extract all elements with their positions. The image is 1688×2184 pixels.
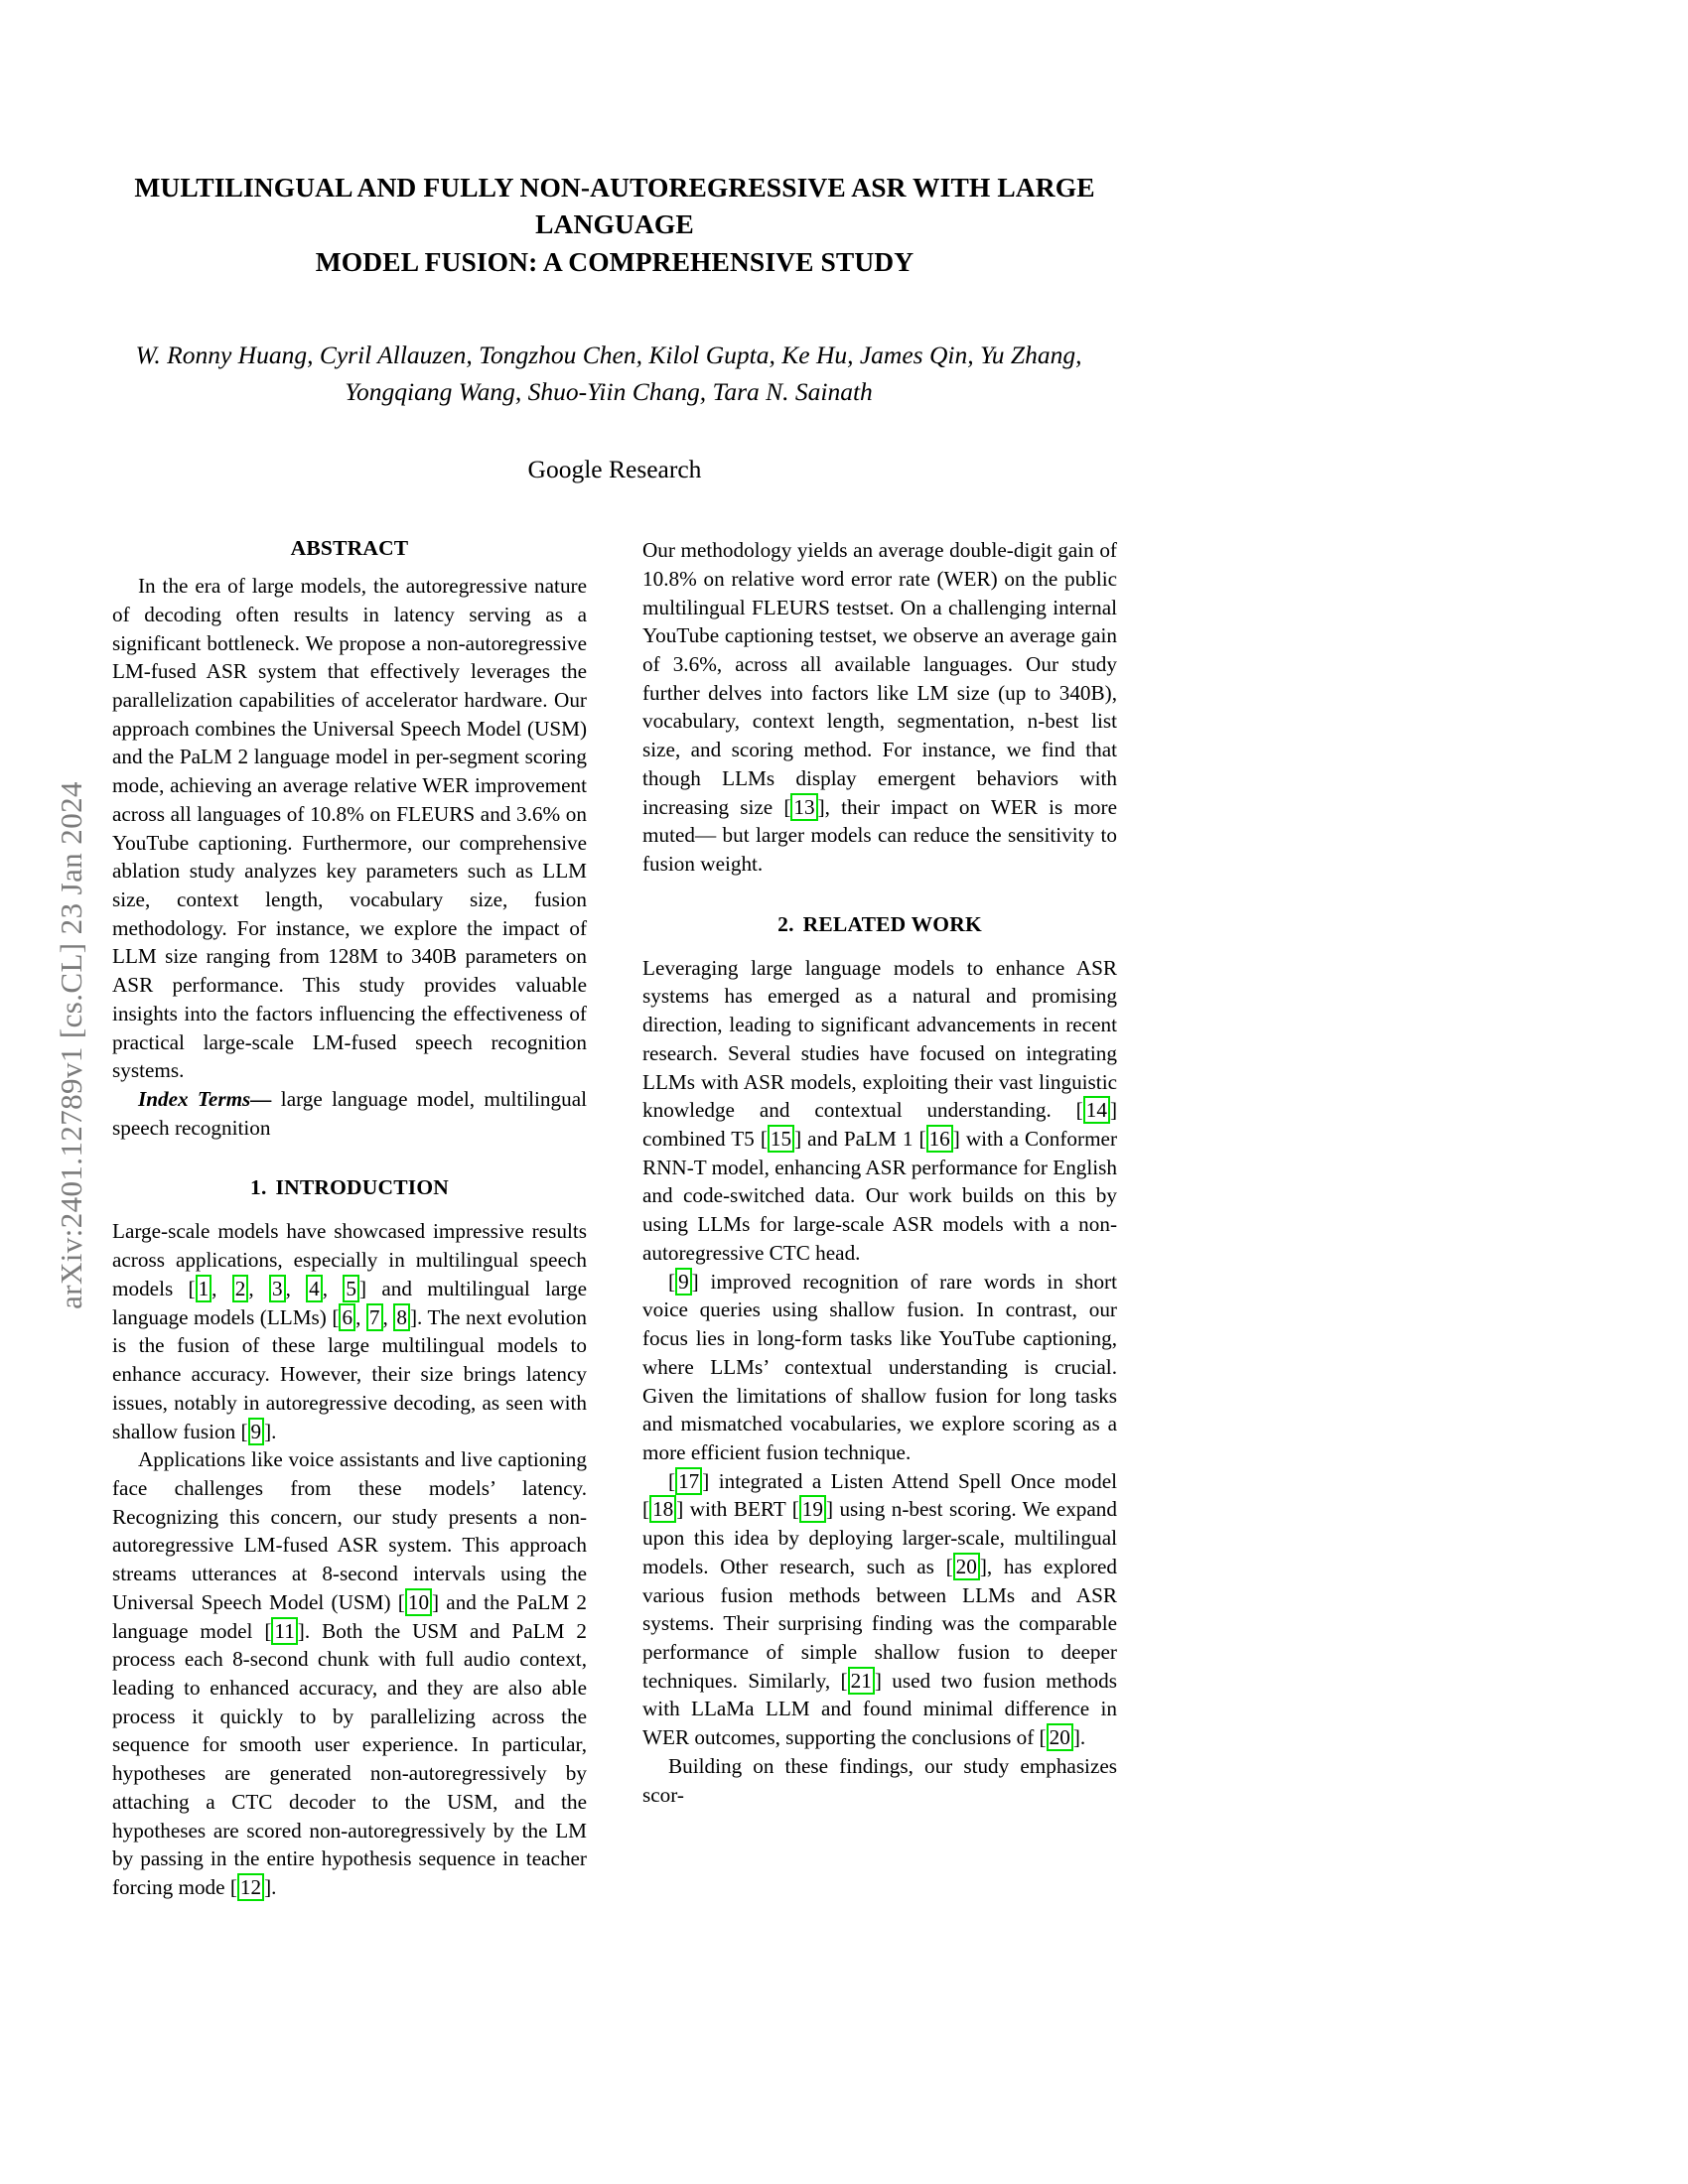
citation-link[interactable]: 7 <box>366 1303 383 1331</box>
text-run: ] with BERT [ <box>676 1497 799 1522</box>
citation-link[interactable]: 9 <box>248 1418 265 1445</box>
title-line-2: MODEL FUSION: A COMPREHENSIVE STUDY <box>315 245 914 277</box>
section-number: 2. <box>777 911 794 936</box>
text-run: , <box>285 1276 307 1300</box>
text-run: [ <box>668 1468 676 1493</box>
two-column-body <box>112 536 1117 1902</box>
abstract-heading: ABSTRACT <box>290 536 409 561</box>
intro-paragraph-1 <box>112 1217 587 1445</box>
citation-link[interactable]: 11 <box>271 1617 297 1645</box>
citation-link[interactable]: 6 <box>339 1303 355 1331</box>
section-heading-related-work <box>642 912 1117 937</box>
section-title: INTRODUCTION <box>275 1175 449 1200</box>
related-work-paragraph-4: Building on these findings, our study emphasizes scor- <box>642 1753 1117 1807</box>
text-run: Large-scale models have showcased impressive results across applications, especially in multilingual speech models [ <box>112 1219 587 1300</box>
citation-link[interactable]: 17 <box>675 1467 702 1495</box>
citation-link[interactable]: 3 <box>269 1275 286 1302</box>
section-heading-introduction <box>112 1175 587 1200</box>
page-title <box>118 169 1111 280</box>
citation-link[interactable]: 8 <box>393 1303 410 1331</box>
citation-link[interactable]: 5 <box>343 1275 359 1302</box>
related-work-paragraph-2 <box>642 1268 1117 1467</box>
text-run: , <box>382 1304 394 1329</box>
text-run: , <box>248 1276 269 1300</box>
citation-link[interactable]: 18 <box>649 1495 676 1523</box>
intro-paragraph-2 <box>112 1445 587 1902</box>
text-run: , <box>355 1304 366 1329</box>
citation-link[interactable]: 19 <box>799 1495 826 1523</box>
index-terms <box>112 1085 587 1142</box>
text-run: ] integrated a Listen Attend Spell Once model [ <box>642 1468 1117 1522</box>
citation-link[interactable]: 12 <box>237 1873 264 1901</box>
citation-link[interactable]: 20 <box>1047 1723 1073 1751</box>
author-line-1: W. Ronny Huang, Cyril Allauzen, Tongzhou Chen, Kilol Gupta, Ke Hu, James Qin, Yu Zhang, <box>135 341 1082 370</box>
citation-link[interactable]: 10 <box>405 1588 432 1616</box>
citation-link[interactable]: 1 <box>196 1275 212 1302</box>
left-column <box>112 536 587 1902</box>
index-terms-label: Index Terms— <box>138 1087 272 1112</box>
text-run: ], has explored various fusion methods between LLMs and ASR systems. Their surprising finding was the comparable performance of simple shallow fusion to deeper techniques. Similarly, [ <box>642 1554 1117 1693</box>
citation-link[interactable]: 2 <box>232 1275 249 1302</box>
right-column <box>642 536 1117 1902</box>
citation-link[interactable]: 16 <box>926 1125 953 1153</box>
affiliation: Google Research <box>527 455 702 484</box>
text-run: ] and multilingual large language models (LLMs) [ <box>112 1276 588 1329</box>
abstract-body: In the era of large models, the autoregressive nature of decoding often results in latency serving as a significant bottleneck. We propose a non-autoregressive LM-fused ASR system that effectively leverages the parallelization capabilities of accelerator hardware. Our approach combines the Universal Speech Model (USM) and the PaLM 2 language model in per-segment scoring mode, achieving an average relative WER improvement across all languages of 10.8% on FLEURS and 3.6% on YouTube captioning. Furthermore, our comprehensive ablation study analyzes key parameters such as LLM size, context length, vocabulary size, fusion methodology. For instance, we explore the impact of LLM size ranging from 128M to 340B parameters on ASR performance. This study provides valuable insights into the factors influencing the effectiveness of practical large-scale LM-fused speech recognition systems. <box>112 574 587 1083</box>
citation-link[interactable]: 14 <box>1083 1096 1110 1124</box>
related-work-paragraph-3 <box>642 1467 1117 1752</box>
citation-link[interactable]: 13 <box>790 793 817 821</box>
text-run: ]. Both the USM and PaLM 2 process each 8-second chunk with full audio context, leading to enhanced accuracy, and they are also able process it quickly to by parallelizing across the sequence for smooth user experience. In particular, hypotheses are generated non-autoregressively by attaching a CTC decoder to the USM, and the hypotheses are scored non-autoregressively by the LM by passing in the entire hypothesis sequence in teacher forcing mode [ <box>112 1618 587 1900</box>
intro-paragraph-3 <box>642 536 1117 879</box>
text-run: ] with a Conformer RNN-T model, enhancing ASR performance for English and code-switched data. Our work builds on this by using LLMs for large-scale ASR models with a non-autoregressive CTC head. <box>642 1127 1118 1265</box>
author-line-2: Yongqiang Wang, Shuo-Yiin Chang, Tara N. Sainath <box>345 377 873 407</box>
arxiv-stamp: arXiv:2401.12789v1 [cs.CL] 23 Jan 2024 <box>54 781 88 1309</box>
citation-link[interactable]: 15 <box>768 1125 794 1153</box>
citation-link[interactable]: 20 <box>953 1553 980 1580</box>
text-run: ] using n-best scoring. We expand upon this idea by deploying larger-scale, multilingual models. Other research, such as [ <box>642 1497 1117 1578</box>
index-terms-value: large language model, multilingual speech recognition <box>112 1087 587 1140</box>
citation-link[interactable]: 9 <box>675 1268 692 1296</box>
text-run: Our methodology yields an average double-digit gain of 10.8% on relative word error rate (WER) on the public multilingual FLEURS testset. On a challenging internal YouTube captioning testset, we observe an average gain of 3.6%, across all available languages. Our study further delves into factors like LM size (up to 340B), vocabulary, context length, segmentation, n-best list size, and scoring method. For instance, we find that though LLMs display emergent behaviors with increasing size [ <box>642 538 1117 819</box>
author-list <box>112 338 1105 411</box>
text-run: Leveraging large language models to enhance ASR systems has emerged as a natural and promising direction, leading to significant advancements in recent research. Several studies have focused on integrating LLMs with ASR models, exploiting their vast linguistic knowledge and contextual understanding. [ <box>642 955 1117 1123</box>
text-run: ], their impact on WER is more muted— but larger models can reduce the sensitivity to fusion weight. <box>642 794 1117 877</box>
title-line-1: MULTILINGUAL AND FULLY NON-AUTOREGRESSIVE ASR WITH LARGE LANGUAGE <box>134 172 1095 240</box>
text-run: ]. <box>1072 1725 1086 1750</box>
text-run: ] and the PaLM 2 language model [ <box>112 1589 587 1643</box>
text-run: , <box>322 1276 344 1300</box>
citation-link[interactable]: 21 <box>848 1667 875 1695</box>
text-run: Applications like voice assistants and live captioning face challenges from these models’ latency. Recognizing this concern, our study presents a non-autoregressive LM-fused ASR system. This approach streams utterances at 8-second intervals using the Universal Speech Model (USM) [ <box>112 1447 587 1614</box>
text-run: ]. The next evolution is the fusion of these large multilingual models to enhance accuracy. However, their size brings latency issues, notably in autoregressive decoding, as seen with shallow fusion [ <box>112 1304 587 1443</box>
text-run: ]. <box>264 1875 277 1900</box>
text-run: , <box>211 1276 232 1300</box>
text-run: ] and PaLM 1 [ <box>794 1127 926 1152</box>
text-run: ] used two fusion methods with LLaMa LLM and found minimal difference in WER outcomes, supporting the conclusions of [ <box>642 1668 1117 1750</box>
text-run: ] improved recognition of rare words in short voice queries using shallow fusion. In contrast, our focus lies in long-form tasks like YouTube captioning, where LLMs’ contextual understanding is crucial. Given the limitations of shallow fusion for long tasks and mismatched vocabularies, we explore scoring as a more efficient fusion technique. <box>642 1269 1117 1464</box>
citation-link[interactable]: 4 <box>306 1275 323 1302</box>
text-run: ]. <box>264 1419 277 1443</box>
text-run: [ <box>668 1269 676 1294</box>
paper-content <box>112 169 1117 1902</box>
section-number: 1. <box>250 1175 267 1200</box>
related-work-paragraph-1 <box>642 954 1117 1268</box>
section-title: RELATED WORK <box>802 911 982 936</box>
text-run: ] combined T5 [ <box>642 1098 1117 1152</box>
